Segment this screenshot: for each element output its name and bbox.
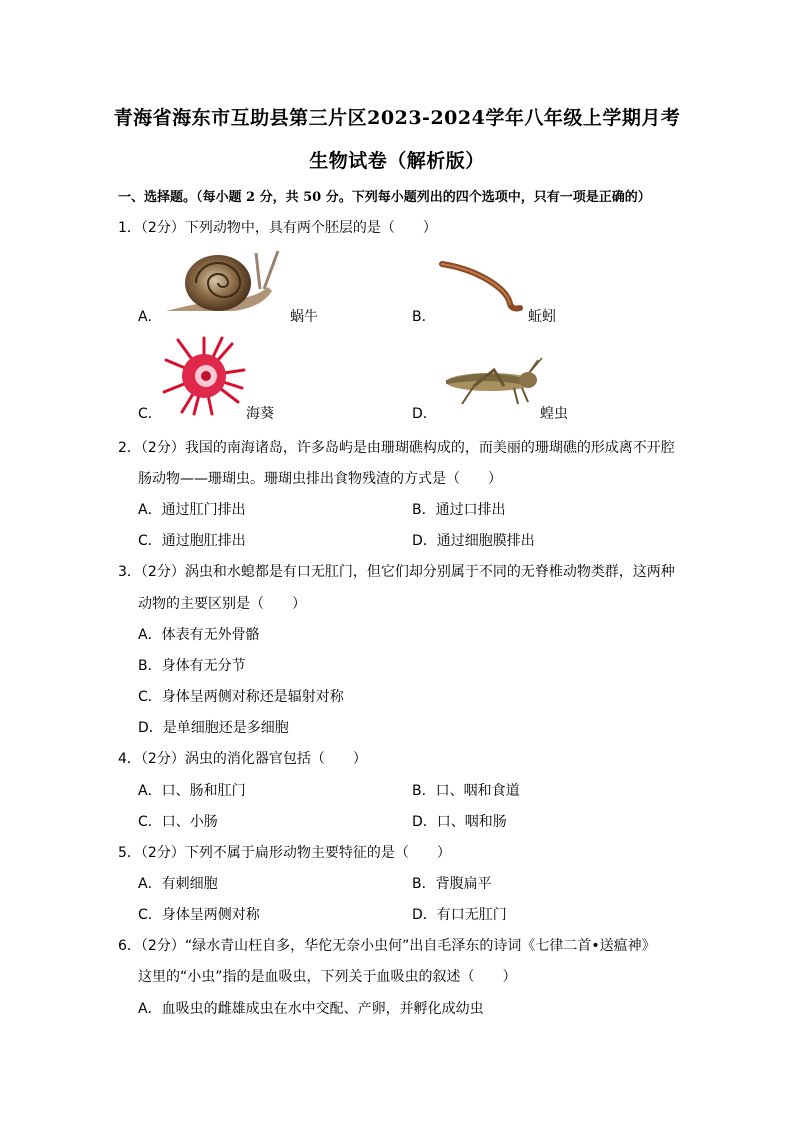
question-4-stem: 4．（2分）涡虫的消化器官包括（ ） [118,751,367,767]
q1-option-c-letter: C． [138,406,162,422]
q1-option-d-letter: D． [412,406,437,422]
q1-option-b-letter: B． [412,309,436,325]
q1-option-b-label: 蚯蚓 [528,309,556,325]
q1-option-c-label: 海葵 [246,406,274,422]
grasshopper-image [434,356,544,408]
q2-option-d: D．通过细胞膜排出 [412,533,535,549]
earthworm-image [438,258,528,312]
q3-option-c: C．身体呈两侧对称还是辐射对称 [138,689,344,705]
page-title: 青海省海东市互助县第三片区2023-2024学年八年级上学期月考 [113,107,681,129]
q1-option-a-letter: A． [138,309,162,325]
q1-option-d-label: 蝗虫 [540,406,568,422]
question-3-stem-line2: 动物的主要区别是（ ） [138,596,306,612]
q3-option-b: B．身体有无分节 [138,658,246,674]
q1-option-a-label: 蜗牛 [290,309,318,325]
q4-option-c: C．口、小肠 [138,814,218,830]
snail-image [164,247,284,315]
question-6-stem-line2: 这里的“小虫”指的是血吸虫，下列关于血吸虫的叙述（ ） [138,969,517,985]
q5-option-b: B．背腹扁平 [412,876,492,892]
q4-option-a: A．口、肠和肛门 [138,783,246,799]
q4-option-d: D．口、咽和肠 [412,814,507,830]
section-heading: 一、选择题。（每小题 2 分，共 50 分。下列每小题列出的四个选项中，只有一项是正确的） [118,190,651,205]
sea-anemone-image [162,336,246,416]
q5-option-d: D．有口无肛门 [412,907,507,923]
question-2-stem-line1: 2．（2分）我国的南海诸岛，许多岛屿是由珊瑚礁构成的，而美丽的珊瑚礁的形成离不开腔 [118,440,675,456]
question-6-stem-line1: 6．（2分）“绿水青山枉自多，华佗无奈小虫何”出自毛泽东的诗词《七律二首•送瘟神》 [118,938,656,954]
q5-option-a: A．有刺细胞 [138,876,218,892]
q4-option-b: B．口、咽和食道 [412,783,520,799]
q3-option-a: A．体表有无外骨骼 [138,627,260,643]
question-2-stem-line2: 肠动物——珊瑚虫。珊瑚虫排出食物残渣的方式是（ ） [138,471,502,487]
q2-option-a: A．通过肛门排出 [138,502,246,518]
question-1-stem: 1．（2分）下列动物中，具有两个胚层的是（ ） [118,220,437,236]
question-5-stem: 5．（2分）下列不属于扁形动物主要特征的是（ ） [118,845,451,861]
q3-option-d: D．是单细胞还是多细胞 [138,720,289,736]
question-3-stem-line1: 3．（2分）涡虫和水螅都是有口无肛门，但它们却分别属于不同的无脊椎动物类群，这两种 [118,564,675,580]
page-subtitle: 生物试卷（解析版） [309,150,485,172]
q5-option-c: C．身体呈两侧对称 [138,907,260,923]
q2-option-c: C．通过胞肛排出 [138,533,246,549]
q2-option-b: B．通过口排出 [412,502,506,518]
q6-option-a: A．血吸虫的雌雄成虫在水中交配、产卵，并孵化成幼虫 [138,1001,484,1017]
